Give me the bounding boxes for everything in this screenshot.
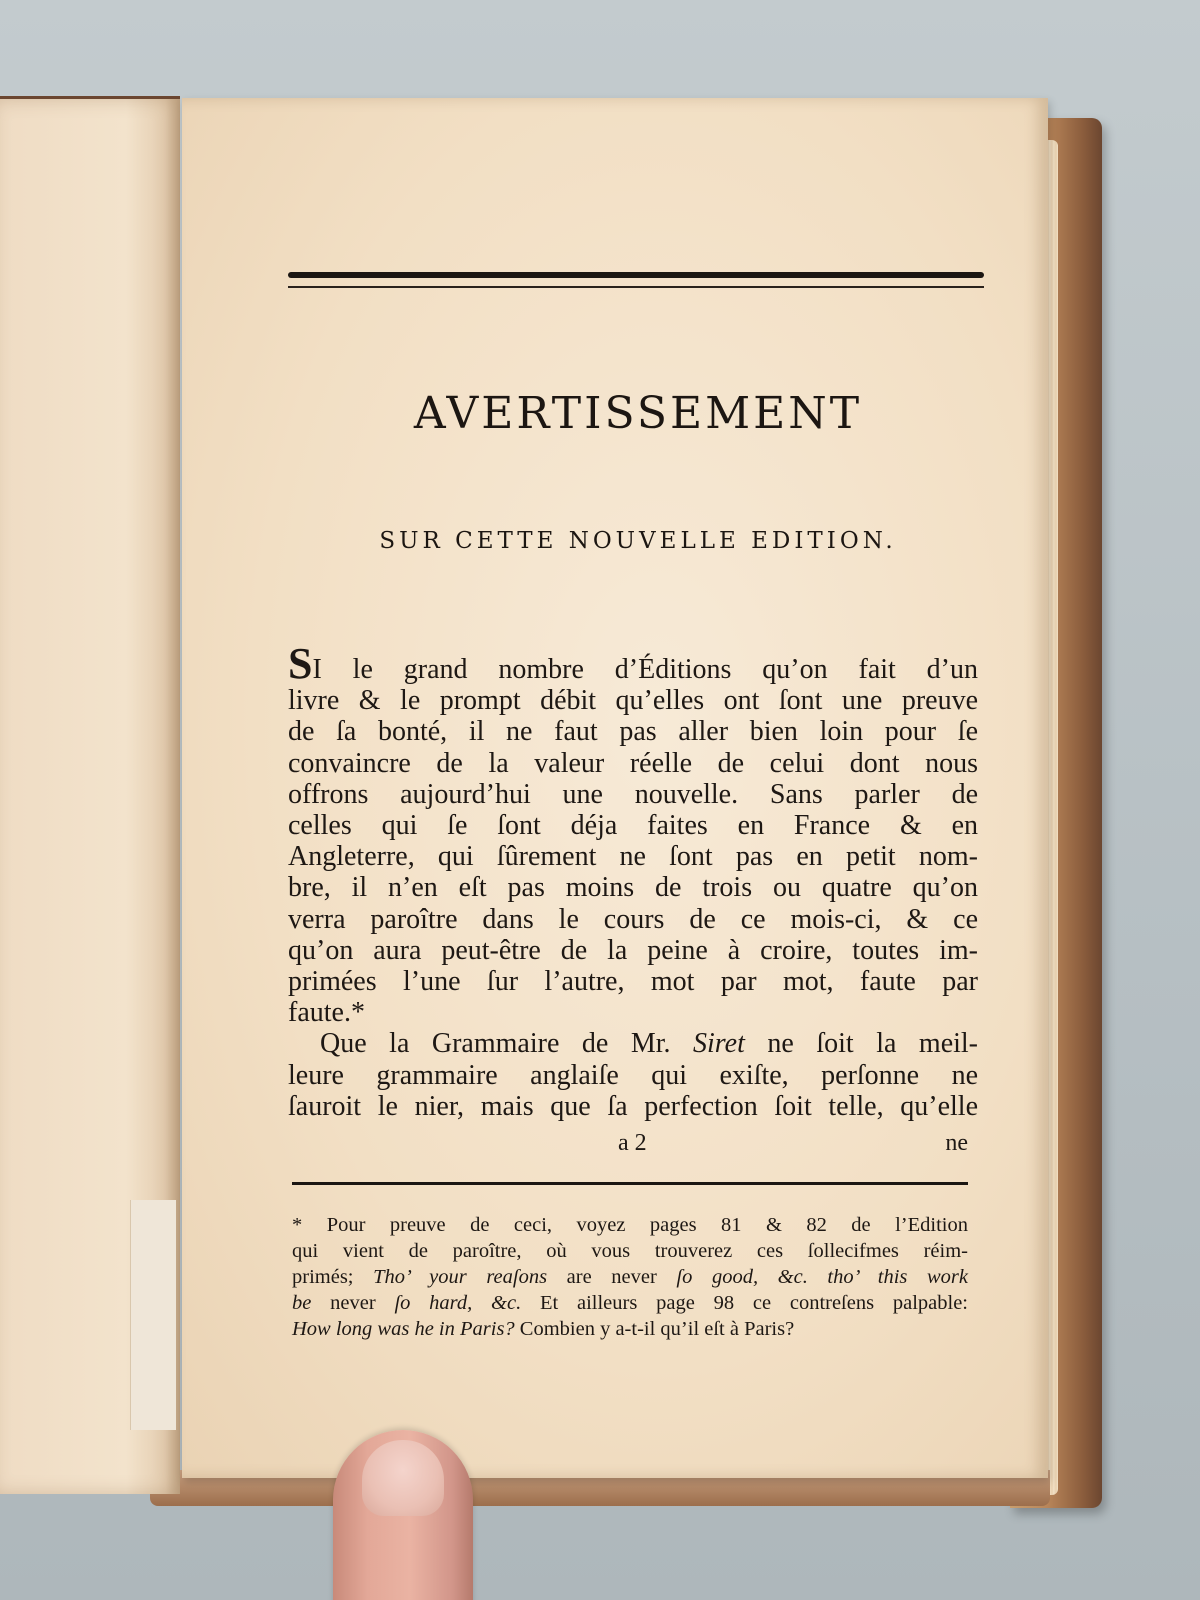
footnote-line: qui vient de paroître, où vous trouverez ces ſollecifmes réim-: [292, 1240, 968, 1262]
body-line: [288, 810, 978, 841]
body-line-text: primées l’une ſur l’autre, mot par mot, faute par: [288, 966, 978, 998]
body-line-text: offrons aujourd’hui une nouvelle. Sans parler de: [288, 778, 978, 810]
body-line: [288, 1091, 978, 1122]
body-line-text: celles qui ſe ſont déja faites en France & en: [288, 810, 978, 842]
body-line-text: Que la Grammaire de Mr.: [320, 1028, 694, 1060]
page-subtitle: SUR CETTE NOUVELLE EDITION.: [379, 528, 897, 554]
body-line: [288, 1060, 978, 1091]
body-line: [288, 904, 978, 935]
body-line: [288, 841, 978, 872]
body-line: [288, 1028, 978, 1059]
body-line-text: livre & le prompt débit qu’elles ont ſont une preuve: [288, 685, 978, 717]
catchword: ne: [945, 1130, 968, 1156]
page-title: AVERTISSEMENT: [413, 388, 863, 439]
header-rule: [288, 272, 984, 292]
body-line-text: faute.*: [288, 997, 365, 1029]
footnote-line: * Pour preuve de ceci, voyez pages 81 & 82 de l’Edition: [292, 1214, 968, 1236]
footnote-line: be never ſo hard, &c. Et ailleurs page 98 ce contreſens palpable:: [292, 1292, 968, 1314]
body-line: [288, 997, 978, 1028]
body-line: [288, 639, 978, 688]
header-rule-thick: [288, 272, 984, 278]
body-line-text: de ſa bonté, il ne faut pas aller bien loin pour ſe: [288, 716, 978, 748]
body-line-text: Angleterre, qui ſûrement ne ſont pas en petit nom-: [288, 841, 978, 873]
footnote: [292, 1212, 968, 1342]
fingernail: [362, 1440, 444, 1516]
footnote-line: How long was he in Paris? Combien y a-t-il qu’il eſt à Paris?: [292, 1318, 795, 1340]
body-line-text: verra paroître dans le cours de ce mois-ci, & ce: [288, 903, 978, 935]
body-text: [288, 639, 978, 1122]
body-line-text: convaincre de la valeur réelle de celui dont nous: [288, 747, 978, 779]
body-line: [288, 748, 978, 779]
body-line: [288, 966, 978, 997]
footnote-line: primés; Tho’ your reaſons are never ſo good, &c. tho’ this work: [292, 1266, 968, 1288]
body-line-text: qu’on aura peut-être de la peine à croire, toutes im-: [288, 934, 978, 966]
body-line-text: bre, il n’en eſt pas moins de trois ou quatre qu’on: [288, 872, 978, 904]
drop-cap: S: [288, 639, 313, 688]
body-line: [288, 779, 978, 810]
body-line: [288, 685, 978, 716]
body-line-text: I le grand nombre d’Éditions qu’on fait d’un: [312, 654, 978, 685]
body-line-italic: Siret: [693, 1028, 745, 1060]
body-line: [288, 716, 978, 747]
body-line: [288, 935, 978, 966]
signature-mark: a 2: [618, 1130, 647, 1156]
footnote-rule: [292, 1182, 968, 1185]
header-rule-thin: [288, 286, 984, 288]
body-line-text: ne ſoit la meil-: [744, 1028, 978, 1060]
left-page-tab: [130, 1200, 176, 1430]
body-line: [288, 872, 978, 903]
body-line-text: leure grammaire anglaiſe qui exiſte, perſonne ne: [288, 1059, 978, 1091]
body-line-text: ſauroit le nier, mais que ſa perfection ſoit telle, qu’elle: [288, 1090, 978, 1122]
